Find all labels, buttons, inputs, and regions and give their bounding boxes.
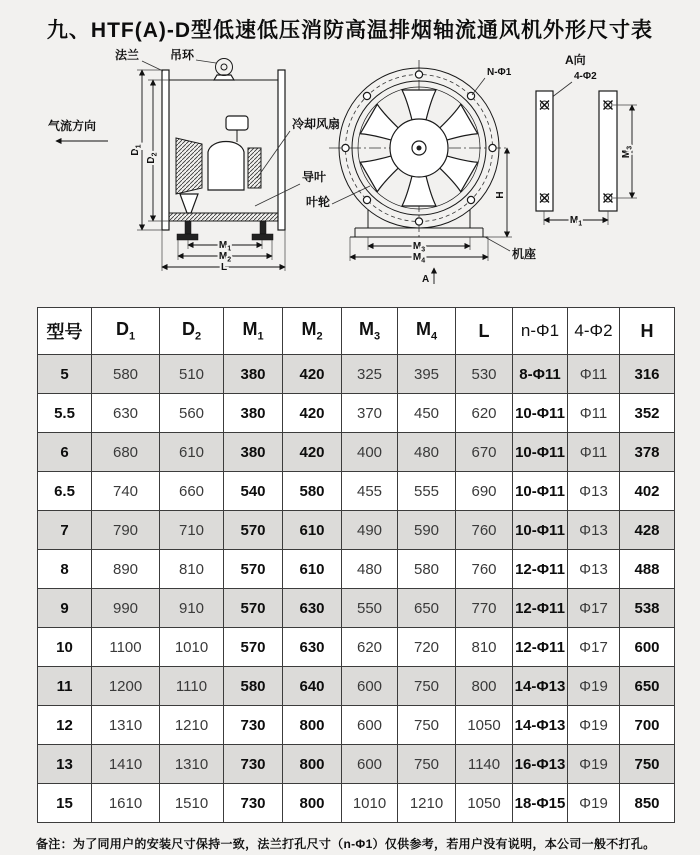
table-cell: 740 <box>92 472 160 511</box>
table-cell: 400 <box>342 433 398 472</box>
bolt-holes-label: N-Φ1 <box>487 67 512 78</box>
table-cell: 1100 <box>92 628 160 667</box>
table-cell: 730 <box>224 784 283 823</box>
table-cell: 13 <box>38 745 92 784</box>
table-cell: 570 <box>224 511 283 550</box>
table-cell: 630 <box>92 394 160 433</box>
table-cell: Φ13 <box>568 550 620 589</box>
table-cell: 580 <box>398 550 456 589</box>
table-cell: 450 <box>398 394 456 433</box>
column-header: n-Φ1 <box>513 308 568 355</box>
table-cell: 570 <box>224 550 283 589</box>
table-cell: 680 <box>92 433 160 472</box>
table-cell: 610 <box>283 511 342 550</box>
dim-label-d2: $D_2$ <box>146 152 159 164</box>
table-cell: 650 <box>620 667 675 706</box>
table-row <box>38 394 675 433</box>
airflow-direction <box>48 118 108 141</box>
dim-label-h: H <box>495 191 506 199</box>
column-header: $M_4$ <box>398 308 456 355</box>
table-cell: 1200 <box>92 667 160 706</box>
lifting-ring-label: 吊环 <box>170 48 195 62</box>
side-view-drawing <box>48 48 285 273</box>
table-cell: 660 <box>160 472 224 511</box>
table-cell: 18-Φ15 <box>513 784 568 823</box>
table-cell: 630 <box>283 589 342 628</box>
impeller-label: 叶轮 <box>306 195 331 209</box>
table-cell: 570 <box>224 589 283 628</box>
table-cell: 1210 <box>160 706 224 745</box>
section-a-arrow <box>422 268 434 285</box>
table-cell: 1610 <box>92 784 160 823</box>
table-cell: 540 <box>224 472 283 511</box>
table-row <box>38 550 675 589</box>
table-row <box>38 784 675 823</box>
table-cell: 420 <box>283 355 342 394</box>
table-cell: 5 <box>38 355 92 394</box>
table-cell: 12-Φ11 <box>513 628 568 667</box>
base-plate <box>169 213 278 221</box>
table-cell: 510 <box>160 355 224 394</box>
table-cell: 690 <box>456 472 513 511</box>
column-header: $D_1$ <box>92 308 160 355</box>
table-cell: 488 <box>620 550 675 589</box>
dim-label-l: L <box>220 262 228 273</box>
table-cell: 1050 <box>456 706 513 745</box>
table-cell: 1210 <box>398 784 456 823</box>
table-cell: 1310 <box>160 745 224 784</box>
table-cell: 428 <box>620 511 675 550</box>
lifting-ring-leader <box>196 60 216 63</box>
table-cell: 402 <box>620 472 675 511</box>
table-cell: 800 <box>456 667 513 706</box>
table-row <box>38 745 675 784</box>
table-cell: 620 <box>456 394 513 433</box>
table-cell: 600 <box>342 667 398 706</box>
table-cell: 420 <box>283 394 342 433</box>
dim-label-m1: $M_1$ <box>218 240 232 253</box>
table-cell: 610 <box>283 550 342 589</box>
diffuser-cone <box>180 194 198 213</box>
table-cell: 580 <box>92 355 160 394</box>
table-cell: 455 <box>342 472 398 511</box>
table-cell: 600 <box>342 745 398 784</box>
base-leader <box>485 237 510 251</box>
table-cell: 1010 <box>342 784 398 823</box>
column-header: $M_2$ <box>283 308 342 355</box>
motor <box>208 142 244 191</box>
table-cell: 1050 <box>456 784 513 823</box>
table-cell: 490 <box>342 511 398 550</box>
column-header: $M_1$ <box>224 308 283 355</box>
table-row <box>38 511 675 550</box>
page-title: 九、HTF(A)-D型低速低压消防高温排烟轴流通风机外形尺寸表 <box>46 19 654 42</box>
table-cell: 560 <box>160 394 224 433</box>
table-cell: 530 <box>456 355 513 394</box>
callout-labels <box>255 116 370 209</box>
column-header: $M_3$ <box>342 308 398 355</box>
footnote: 备注：为了同用户的安装尺寸保持一致，法兰打孔尺寸（n-Φ1）仅供参考，若用户没有说明，本公司一般不打孔。 <box>36 837 656 851</box>
table-cell: 8 <box>38 550 92 589</box>
table-cell: 800 <box>283 784 342 823</box>
bolt-hole <box>363 196 370 203</box>
table-cell: 1110 <box>160 667 224 706</box>
dimension-h <box>488 148 512 237</box>
flange-label: 法兰 <box>115 48 140 62</box>
table-cell: 12-Φ11 <box>513 589 568 628</box>
table-cell: 850 <box>620 784 675 823</box>
bolt-hole <box>467 196 474 203</box>
table-cell: Φ19 <box>568 784 620 823</box>
table-cell: 650 <box>398 589 456 628</box>
table-cell: 8-Φ11 <box>513 355 568 394</box>
table-cell: 750 <box>398 745 456 784</box>
bolt-holes-leader <box>472 78 485 95</box>
table-cell: 600 <box>342 706 398 745</box>
table-cell: 10-Φ11 <box>513 433 568 472</box>
table-cell: 590 <box>398 511 456 550</box>
table-cell: 640 <box>283 667 342 706</box>
view-a-label: A向 <box>565 53 586 67</box>
table-cell: 352 <box>620 394 675 433</box>
table-body <box>38 355 675 823</box>
table-cell: 1510 <box>160 784 224 823</box>
cooling-fan-label: 冷却风扇 <box>292 117 341 131</box>
table-cell: 1310 <box>92 706 160 745</box>
table-cell: 380 <box>224 355 283 394</box>
airflow-label: 气流方向 <box>48 119 97 133</box>
table-cell: 15 <box>38 784 92 823</box>
table-cell: Φ11 <box>568 394 620 433</box>
dim-label-m3-view: $M_3$ <box>621 145 634 159</box>
table-cell: 810 <box>456 628 513 667</box>
table-row <box>38 628 675 667</box>
bolt-hole <box>489 144 496 151</box>
guide-vane-label: 导叶 <box>302 170 327 184</box>
table-cell: 378 <box>620 433 675 472</box>
view-a-holes-label: 4-Φ2 <box>574 71 597 82</box>
table-cell: 620 <box>342 628 398 667</box>
column-header: 型号 <box>38 308 92 355</box>
table-cell: 14-Φ13 <box>513 667 568 706</box>
table-cell: 790 <box>92 511 160 550</box>
table-cell: 730 <box>224 706 283 745</box>
table-cell: Φ13 <box>568 511 620 550</box>
dim-label-m3: $M_3$ <box>412 241 426 254</box>
table-cell: 890 <box>92 550 160 589</box>
dim-label-m2: $M_2$ <box>218 251 232 264</box>
table-cell: 12 <box>38 706 92 745</box>
table-cell: 710 <box>160 511 224 550</box>
table-cell: 380 <box>224 433 283 472</box>
column-header: 4-Φ2 <box>568 308 620 355</box>
table-cell: 990 <box>92 589 160 628</box>
bolt-hole <box>363 92 370 99</box>
section-a-letter: A <box>422 274 430 285</box>
table-cell: 630 <box>283 628 342 667</box>
table-cell: 800 <box>283 745 342 784</box>
table-cell: 380 <box>224 394 283 433</box>
front-view-drawing <box>329 60 536 285</box>
fan-dimension-diagram <box>30 48 670 300</box>
table-cell: 16-Φ13 <box>513 745 568 784</box>
table-cell: 670 <box>456 433 513 472</box>
table-row <box>38 355 675 394</box>
table-cell: 10 <box>38 628 92 667</box>
table-cell: 10-Φ11 <box>513 394 568 433</box>
table-cell: Φ13 <box>568 472 620 511</box>
table-cell: 580 <box>283 472 342 511</box>
table-cell: 1410 <box>92 745 160 784</box>
flange-plate <box>162 70 169 230</box>
bolt-hole <box>415 218 422 225</box>
table-cell: 550 <box>342 589 398 628</box>
table-cell: 370 <box>342 394 398 433</box>
table-cell: 480 <box>342 550 398 589</box>
dimension-m1-view <box>544 211 608 228</box>
table-cell: 570 <box>224 628 283 667</box>
table-cell: 750 <box>620 745 675 784</box>
table-cell: 610 <box>160 433 224 472</box>
dim-label-m1-view: $M_1$ <box>569 215 583 228</box>
shaft-center <box>417 146 422 151</box>
flange-leader <box>142 61 163 71</box>
table-cell: 700 <box>620 706 675 745</box>
impeller-section <box>176 138 202 194</box>
table-row <box>38 667 675 706</box>
table-cell: 10-Φ11 <box>513 472 568 511</box>
table-cell: 12-Φ11 <box>513 550 568 589</box>
dim-label-d1: $D_1$ <box>130 144 143 156</box>
table-cell: 760 <box>456 511 513 550</box>
lifting-ring <box>214 59 234 81</box>
table-cell: 810 <box>160 550 224 589</box>
table-row <box>38 472 675 511</box>
dimension-table <box>37 307 675 823</box>
fan-blade <box>402 90 436 120</box>
table-cell: 555 <box>398 472 456 511</box>
table-cell: 760 <box>456 550 513 589</box>
dim-label-m4: $M_4$ <box>412 252 426 265</box>
technical-drawing <box>30 48 700 305</box>
header-row <box>38 308 675 355</box>
dimension-d1 <box>130 70 162 230</box>
table-row <box>38 706 675 745</box>
table-cell: 480 <box>398 433 456 472</box>
table-cell: Φ11 <box>568 355 620 394</box>
table-cell: Φ11 <box>568 433 620 472</box>
table-cell: Φ19 <box>568 706 620 745</box>
table-cell: Φ17 <box>568 589 620 628</box>
table-cell: 750 <box>398 667 456 706</box>
column-header: L <box>456 308 513 355</box>
table-cell: 5.5 <box>38 394 92 433</box>
table-cell: 1140 <box>456 745 513 784</box>
flange-plate <box>278 70 285 230</box>
table-cell: Φ19 <box>568 667 620 706</box>
junction-box <box>226 116 248 142</box>
mounting-foot <box>177 221 198 240</box>
table-cell: 538 <box>620 589 675 628</box>
table-cell: 9 <box>38 589 92 628</box>
table-cell: 10-Φ11 <box>513 511 568 550</box>
table-cell: 7 <box>38 511 92 550</box>
table-cell: 14-Φ13 <box>513 706 568 745</box>
table-cell: 420 <box>283 433 342 472</box>
table-cell: 6 <box>38 433 92 472</box>
table-cell: 800 <box>283 706 342 745</box>
table-cell: 720 <box>398 628 456 667</box>
table-row <box>38 433 675 472</box>
base-label: 机座 <box>512 247 537 261</box>
table-cell: 316 <box>620 355 675 394</box>
table-cell: 770 <box>456 589 513 628</box>
table-cell: 750 <box>398 706 456 745</box>
column-header: $D_2$ <box>160 308 224 355</box>
table-cell: 730 <box>224 745 283 784</box>
cooling-fan-section <box>248 148 261 188</box>
table-cell: Φ19 <box>568 745 620 784</box>
table-cell: 6.5 <box>38 472 92 511</box>
table-cell: Φ17 <box>568 628 620 667</box>
table-cell: 600 <box>620 628 675 667</box>
table-cell: 325 <box>342 355 398 394</box>
table-cell: 1010 <box>160 628 224 667</box>
table-cell: 11 <box>38 667 92 706</box>
table-header <box>38 308 675 355</box>
mounting-foot <box>252 221 273 240</box>
bolt-hole <box>415 71 422 78</box>
table-cell: 580 <box>224 667 283 706</box>
column-header: H <box>620 308 675 355</box>
table-cell: 395 <box>398 355 456 394</box>
table-row <box>38 589 675 628</box>
bolt-hole <box>342 144 349 151</box>
table-cell: 910 <box>160 589 224 628</box>
fan-blade <box>402 176 436 206</box>
a-view-drawing <box>536 52 637 228</box>
